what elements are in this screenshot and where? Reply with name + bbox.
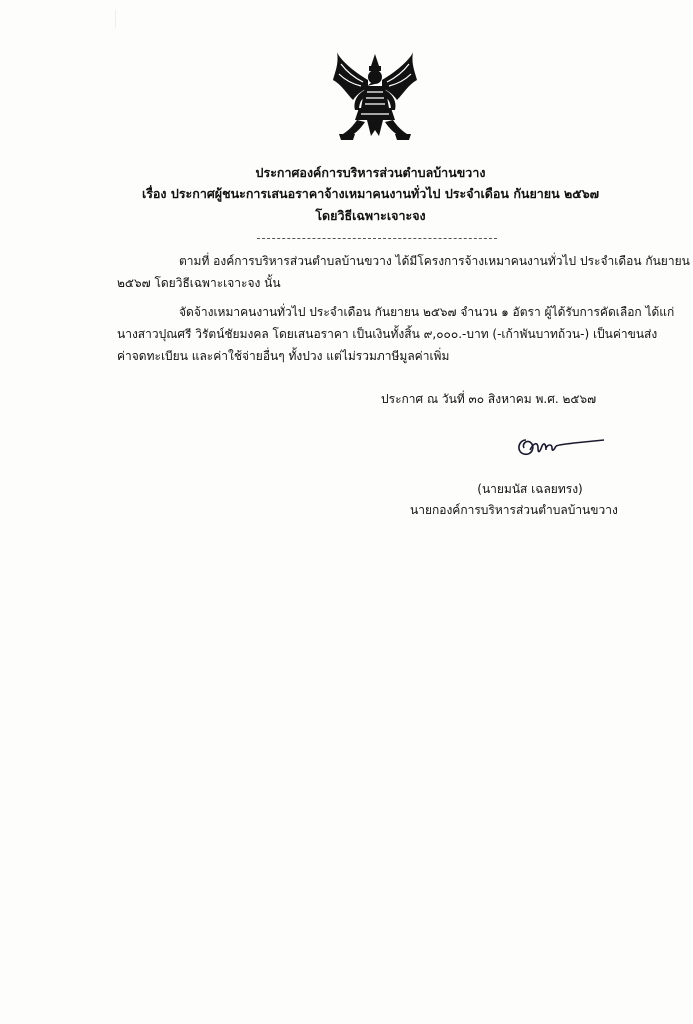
paragraph-1-line-2: ๒๕๖๗ โดยวิธีเฉพาะเจาะจง นั้น xyxy=(117,276,281,290)
announcement-heading: ประกาศองค์การบริหารส่วนตำบลบ้านขวาง xyxy=(255,165,486,180)
signer-name: (นายมนัส เฉลยทรง) xyxy=(477,482,583,496)
header-divider xyxy=(257,238,497,239)
subject-heading: เรื่อง ประกาศผู้ชนะการเสนอราคาจ้างเหมาคนงานทั่วไป ประจำเดือน กันยายน ๒๕๖๗ xyxy=(141,186,600,201)
paragraph-2-line-1: จัดจ้างเหมาคนงานทั่วไป ประจำเดือน กันยายน ๒๕๖๗ จำนวน ๑ อัตรา ผู้ได้รับการคัดเลือก ได้แก่ xyxy=(179,305,675,319)
paragraph-2-line-3: ค่าจดทะเบียน และค่าใช้จ่ายอื่นๆ ทั้งปวง แต่ไม่รวมภาษีมูลค่าเพิ่ม xyxy=(117,349,450,363)
scan-artifact xyxy=(115,10,128,28)
announcement-date: ประกาศ ณ วันที่ ๓๐ สิงหาคม พ.ศ. ๒๕๖๗ xyxy=(381,392,597,406)
paragraph-1-line-1: ตามที่ องค์การบริหารส่วนตำบลบ้านขวาง ได้มีโครงการจ้างเหมาคนงานทั่วไป ประจำเดือน กันยายน xyxy=(179,254,690,268)
method-heading: โดยวิธีเฉพาะเจาะจง xyxy=(315,208,426,223)
handwritten-signature xyxy=(512,428,608,464)
paragraph-2-line-2: นางสาวปุณศรี วิรัตน์ชัยมงคล โดยเสนอราคา เป็นเงินทั้งสิ้น ๙,๐๐๐.-บาท (-เก้าพันบาทถ้วน-) เป็นค่าขนส่ง xyxy=(117,327,658,341)
garuda-emblem-icon xyxy=(331,50,419,142)
signer-title: นายกองค์การบริหารส่วนตำบลบ้านขวาง xyxy=(410,503,618,517)
